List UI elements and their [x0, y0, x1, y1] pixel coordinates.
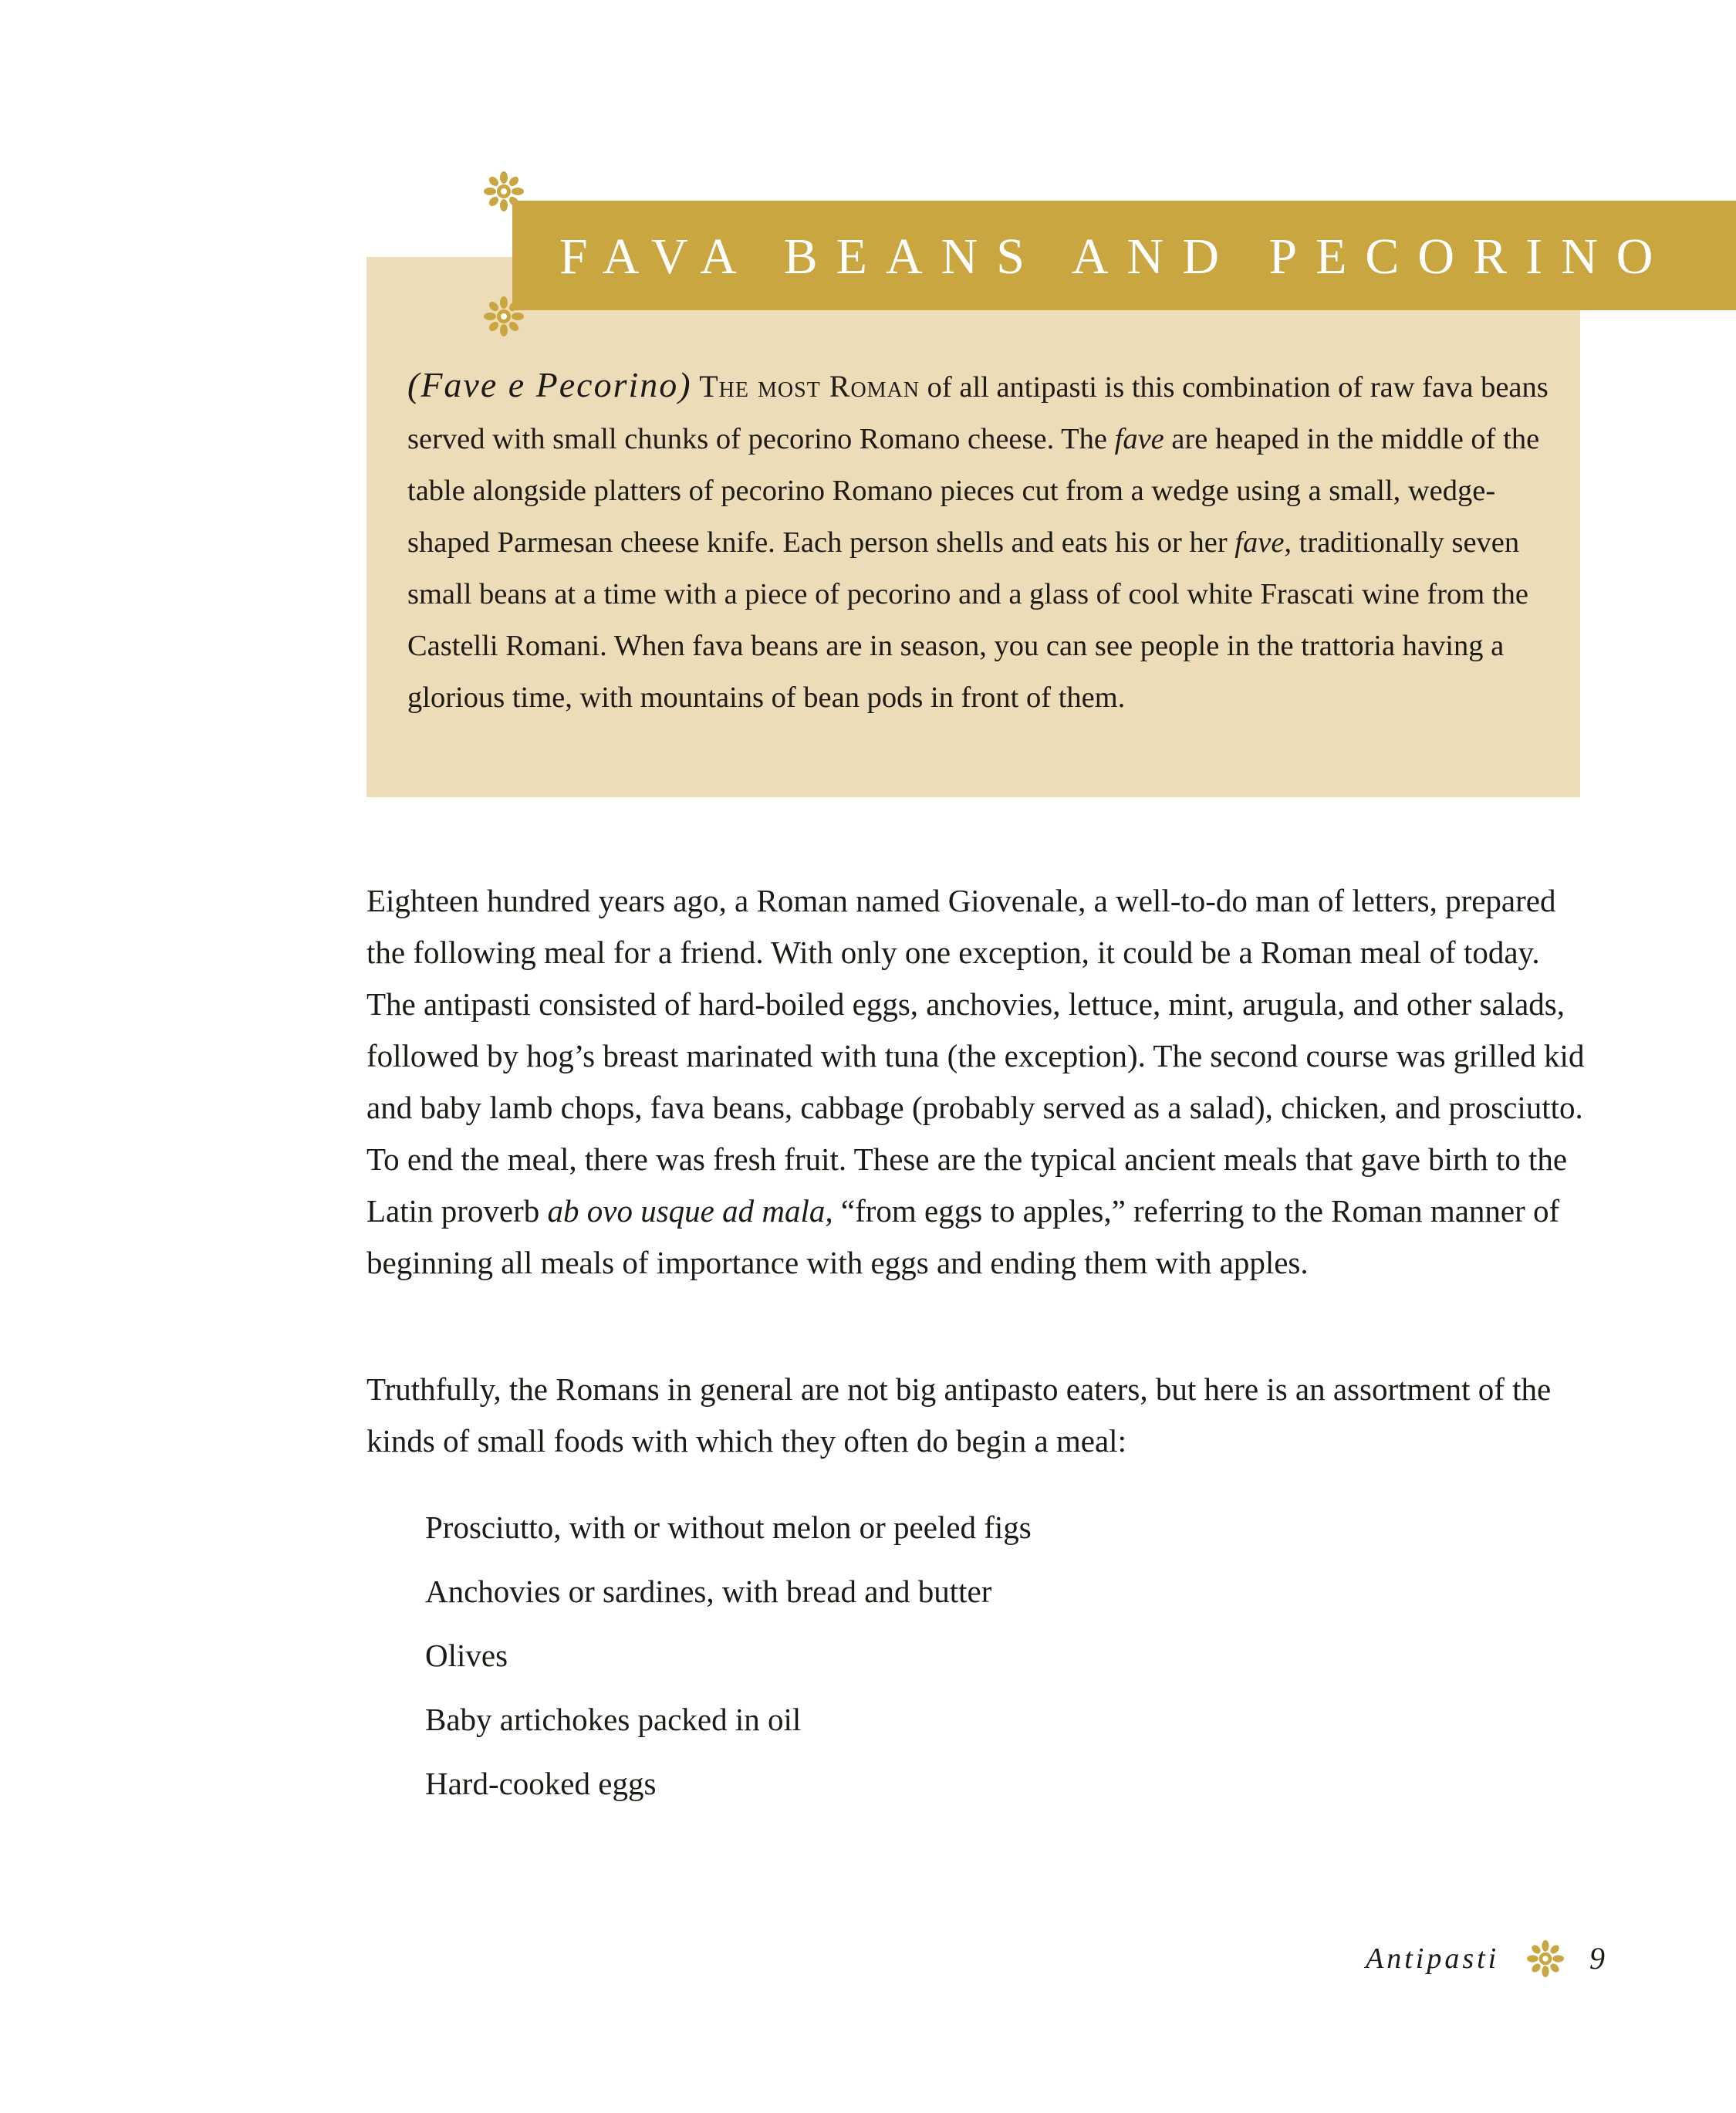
section-name: Antipasti — [1366, 1942, 1500, 1975]
page-number: 9 — [1589, 1941, 1605, 1976]
list-item: Anchovies or sardines, with bread and butter — [425, 1574, 992, 1609]
italic-term: fave, — [1234, 526, 1292, 559]
sidebar-title: FAVA BEANS AND PECORINO — [559, 228, 1672, 285]
italic-term: fave — [1114, 423, 1164, 455]
page-footer — [1366, 1936, 1620, 1982]
antipasti-list — [425, 1502, 1032, 1822]
flower-ornament-icon — [484, 171, 524, 211]
sidebar-text-segment: traditionally seven small beans at a time with a piece of pecorino and a glass of cool white Frascati wine from the Castelli Romani. When fava beans are in season, you can see people in the trattoria having a glorious time, with mountains of bean pods in front of them. — [407, 526, 1528, 714]
body-text-segment: “from eggs to apples,” referring to the Roman manner of beginning all meals of importance with eggs and ending them with apples. — [366, 1193, 1560, 1280]
list-item: Prosciutto, with or without melon or peeled figs — [425, 1510, 1032, 1545]
flower-ornament-icon — [1527, 1940, 1564, 1977]
lead-in: The most Roman — [699, 369, 920, 404]
latin-proverb: ab ovo usque ad mala, — [547, 1193, 833, 1229]
body-text-segment: Eighteen hundred years ago, a Roman named Giovenale, a well-to-do man of letters, prepared the following meal for a friend. With only one exception, it could be a Roman meal of today. The antipasti consisted of hard-boiled eggs, anchovies, lettuce, mint, arugula, and other salads, followed by hog’s breast marinated with tuna (the exception). The second course was grilled kid and baby lamb chops, fava beans, cabbage (probably served as a salad), chicken, and prosciutto. To end the meal, there was fresh fruit. These are the typical ancient meals that gave birth to the Latin proverb — [366, 883, 1585, 1229]
flower-ornament-icon — [484, 296, 524, 336]
aside-title: (Fave e Pecorino) — [407, 365, 692, 404]
body-paragraph: Truthfully, the Romans in general are not big antipasto eaters, but here is an assortment of the kinds of small foods with which they often do begin a meal: — [366, 1371, 1552, 1459]
sidebar-text-segment: are heaped in the middle of the table alongside platters of pecorino Romano pieces cut from a wedge using a small, wedge-shaped Parmesan cheese knife. Each person shells and eats his or her — [407, 423, 1540, 559]
list-item: Olives — [425, 1638, 508, 1673]
sidebar-text-segment: of all antipasti is this combination of raw fava beans served with small chunks of pecorino Romano cheese. The — [407, 371, 1549, 455]
body-paragraph — [366, 875, 1586, 1289]
list-item: Baby artichokes packed in oil — [425, 1702, 802, 1737]
sidebar-text — [407, 359, 1557, 724]
list-item: Hard-cooked eggs — [425, 1766, 657, 1801]
